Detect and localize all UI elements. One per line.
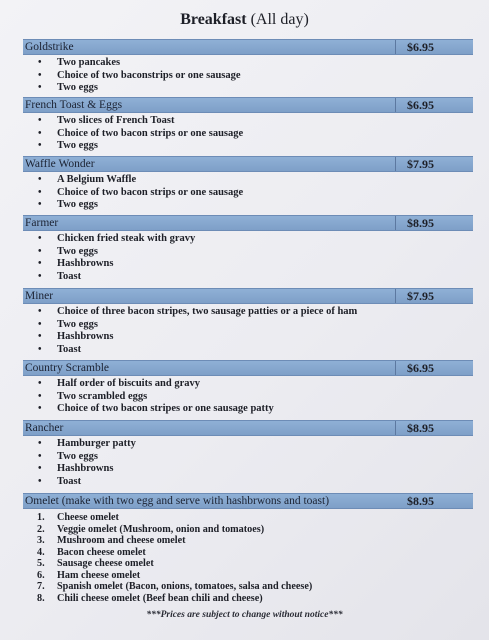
list-item <box>23 319 473 332</box>
item-text: Toast <box>57 343 82 355</box>
menu-section <box>23 39 473 95</box>
item-text: Hashbrowns <box>57 463 114 474</box>
item-text: Choice of two baconstrips or one sausage <box>57 69 241 81</box>
list-item <box>23 391 473 404</box>
section-header-bar <box>23 493 473 509</box>
item-text: Hamburger patty <box>57 438 136 449</box>
section-header-bar <box>23 97 473 113</box>
section-item-list <box>23 115 473 153</box>
menu-section <box>23 493 473 604</box>
section-price: $8.95 <box>407 421 434 435</box>
section-header-bar <box>23 288 473 304</box>
list-item <box>23 199 473 212</box>
item-text: Two eggs <box>57 140 98 151</box>
item-text: Chili cheese omelet (Beef bean chili and cheese) <box>57 592 263 604</box>
list-item <box>23 451 473 464</box>
section-item-list <box>23 378 473 416</box>
item-text: Veggie omelet (Mushroom, onion and tomatoes) <box>57 523 265 535</box>
item-text: Toast <box>57 270 82 282</box>
section-price: $8.95 <box>407 494 434 508</box>
list-item <box>23 187 473 200</box>
section-bar-divider <box>395 216 396 230</box>
section-header-bar <box>23 420 473 436</box>
section-price: $7.95 <box>407 157 434 171</box>
menu-section <box>23 288 473 356</box>
section-name: Waffle Wonder <box>25 158 95 170</box>
section-header-bar <box>23 360 473 376</box>
section-name: Omelet (make with two egg and serve with hashbrwons and toast) <box>25 495 330 507</box>
section-name: Miner <box>25 290 54 302</box>
item-text: Sausage cheese omelet <box>57 558 154 569</box>
page-title <box>0 11 489 29</box>
section-name: Farmer <box>25 217 59 229</box>
item-number: 1. <box>37 512 45 523</box>
item-text: Choice of two bacon strips or one sausage <box>57 127 244 139</box>
list-item <box>23 115 473 128</box>
item-text: Two eggs <box>57 82 98 93</box>
item-number: 5. <box>37 558 45 569</box>
section-item-list <box>23 512 473 604</box>
section-header-bar <box>23 39 473 55</box>
item-text: Cheese omelet <box>57 512 119 523</box>
list-item <box>23 593 473 605</box>
item-number: 4. <box>37 546 45 558</box>
item-text: Two scrambled eggs <box>57 390 148 402</box>
item-text: Toast <box>57 475 82 487</box>
menu-section <box>23 360 473 416</box>
item-text: Choice of two bacon strips or one sausage <box>57 186 244 198</box>
title-main: Breakfast <box>180 11 247 28</box>
footer-note: ***Prices are subject to change without notice*** <box>146 610 343 620</box>
item-text: Bacon cheese omelet <box>57 546 146 558</box>
list-item <box>23 331 473 344</box>
item-number: 7. <box>37 581 45 592</box>
item-text: Half order of biscuits and gravy <box>57 378 201 389</box>
item-text: Chicken fried steak with gravy <box>57 233 196 244</box>
list-item <box>23 128 473 141</box>
section-name: French Toast & Eggs <box>25 99 123 111</box>
item-text: A Belgium Waffle <box>57 174 137 185</box>
section-bar-divider <box>395 421 396 435</box>
list-item <box>23 174 473 187</box>
section-bar-divider <box>395 157 396 171</box>
item-number: 3. <box>37 535 45 546</box>
item-text: Ham cheese omelet <box>57 569 141 581</box>
section-name: Rancher <box>25 422 64 434</box>
section-name: Country Scramble <box>25 362 109 374</box>
section-item-list <box>23 438 473 488</box>
list-item <box>23 438 473 451</box>
item-text: Two eggs <box>57 450 98 462</box>
menu-section <box>23 156 473 212</box>
section-item-list <box>23 233 473 283</box>
item-number: 6. <box>37 569 45 581</box>
list-item <box>23 524 473 536</box>
item-text: Spanish omelet (Bacon, onions, tomatoes, salsa and cheese) <box>57 581 313 592</box>
item-text: Two eggs <box>57 199 98 210</box>
list-item <box>23 306 473 319</box>
list-item <box>23 463 473 476</box>
section-price: $8.95 <box>407 216 434 230</box>
list-item <box>23 271 473 284</box>
list-item <box>23 344 473 357</box>
menu-section <box>23 215 473 283</box>
item-text: Mushroom and cheese omelet <box>57 535 186 546</box>
list-item <box>23 535 473 547</box>
item-text: Two slices of French Toast <box>57 115 175 126</box>
section-bar-divider <box>395 361 396 375</box>
menu-section <box>23 420 473 488</box>
section-item-list <box>23 306 473 356</box>
section-item-list <box>23 57 473 95</box>
list-item <box>23 233 473 246</box>
list-item <box>23 558 473 570</box>
item-text: Hashbrowns <box>57 258 114 269</box>
item-number: 2. <box>37 523 45 535</box>
section-bar-divider <box>395 289 396 303</box>
section-price: $6.95 <box>407 98 434 112</box>
item-text: Hashbrowns <box>57 331 114 342</box>
list-item <box>23 403 473 416</box>
item-text: Choice of two bacon stripes or one sausage patty <box>57 403 274 414</box>
list-item <box>23 258 473 271</box>
list-item <box>23 547 473 559</box>
section-header-bar <box>23 156 473 172</box>
section-bar-divider <box>395 98 396 112</box>
list-item <box>23 70 473 83</box>
title-sub: (All day) <box>250 11 309 28</box>
section-bar-divider <box>395 40 396 54</box>
item-number: 8. <box>37 592 45 604</box>
item-text: Two pancakes <box>57 57 121 68</box>
section-price: $6.95 <box>407 40 434 54</box>
list-item <box>23 82 473 95</box>
list-item <box>23 476 473 489</box>
list-item <box>23 57 473 70</box>
list-item <box>23 140 473 153</box>
section-item-list <box>23 174 473 212</box>
section-price: $7.95 <box>407 289 434 303</box>
section-header-bar <box>23 215 473 231</box>
item-text: Two eggs <box>57 318 98 330</box>
section-name: Goldstrike <box>25 41 74 53</box>
menu-section <box>23 97 473 153</box>
list-item <box>23 512 473 524</box>
list-item <box>23 581 473 593</box>
section-price: $6.95 <box>407 361 434 375</box>
item-text: Two eggs <box>57 245 98 257</box>
list-item <box>23 246 473 259</box>
item-text: Choice of three bacon stripes, two sausage patties or a piece of ham <box>57 306 358 317</box>
list-item <box>23 378 473 391</box>
list-item <box>23 570 473 582</box>
